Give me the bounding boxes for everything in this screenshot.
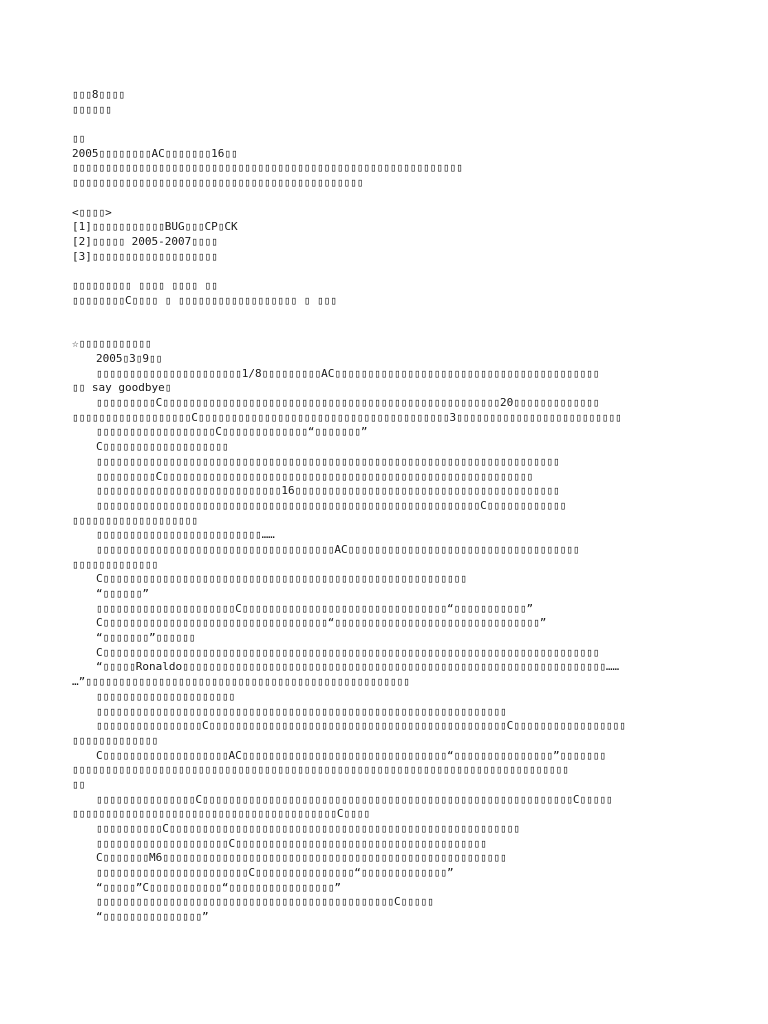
body-line: ▯▯▯▯▯▯▯▯▯▯▯▯▯▯▯▯▯▯▯▯▯▯▯▯▯▯▯▯▯▯▯▯▯▯▯▯▯▯▯▯▯▯▯▯▯C▯▯▯▯▯: [96, 895, 434, 909]
body-line: ▯▯▯▯▯▯▯▯▯▯▯▯▯▯▯▯▯▯▯▯▯▯▯▯▯▯▯▯▯▯▯▯▯▯▯▯▯▯▯▯▯▯▯▯▯▯▯▯▯▯▯▯▯▯▯▯▯▯▯▯▯▯▯▯▯▯▯▯▯▯: [96, 454, 560, 468]
body-line: C▯▯▯▯▯▯▯▯▯▯▯▯▯▯▯▯▯▯▯AC▯▯▯▯▯▯▯▯▯▯▯▯▯▯▯▯▯▯▯▯▯▯▯▯▯▯▯▯▯▯▯“▯▯▯▯▯▯▯▯▯▯▯▯▯▯▯”▯▯▯▯▯▯▯: [96, 748, 606, 762]
body-line: ▯▯▯▯▯▯▯▯▯C▯▯▯▯▯▯▯▯▯▯▯▯▯▯▯▯▯▯▯▯▯▯▯▯▯▯▯▯▯▯▯▯▯▯▯▯▯▯▯▯▯▯▯▯▯▯▯▯▯▯▯▯▯▯▯▯: [96, 469, 534, 483]
body-line: ▯▯▯▯▯▯▯▯▯▯▯▯▯▯▯▯▯▯▯▯▯▯▯▯▯▯▯▯16▯▯▯▯▯▯▯▯▯▯▯▯▯▯▯▯▯▯▯▯▯▯▯▯▯▯▯▯▯▯▯▯▯▯▯▯▯▯▯▯: [96, 484, 560, 498]
credits-line: ▯▯▯▯▯▯▯▯C▯▯▯▯ ▯ ▯▯▯▯▯▯▯▯▯▯▯▯▯▯▯▯▯▯ ▯ ▯▯▯: [72, 293, 337, 307]
intro-line: ▯▯▯▯▯▯▯▯▯▯▯▯▯▯▯▯▯▯▯▯▯▯▯▯▯▯▯▯▯▯▯▯▯▯▯▯▯▯▯▯▯▯▯▯: [72, 176, 364, 190]
body-line: ▯▯▯▯▯▯▯▯▯▯▯▯▯▯▯▯▯▯▯▯▯C▯▯▯▯▯▯▯▯▯▯▯▯▯▯▯▯▯▯▯▯▯▯▯▯▯▯▯▯▯▯▯“▯▯▯▯▯▯▯▯▯▯▯”: [96, 601, 534, 615]
document-page: [72, 88, 702, 925]
body-line: ▯▯▯▯▯▯▯▯▯▯▯▯▯▯▯▯▯▯▯▯▯: [96, 689, 236, 703]
note-item: [1]▯▯▯▯▯▯▯▯▯▯▯BUG▯▯▯CP▯CK: [72, 220, 238, 234]
body-line: ▯▯▯▯▯▯▯▯▯▯▯▯▯▯▯▯▯▯▯▯▯▯▯▯▯▯▯▯▯▯▯▯▯▯▯▯▯▯▯▯C▯▯▯▯: [72, 807, 371, 821]
spacer: [72, 191, 702, 206]
spacer: [72, 117, 702, 132]
body-line: ▯▯▯▯▯▯▯▯▯▯▯▯▯: [72, 733, 159, 747]
body-line: ▯▯▯▯▯▯▯▯▯▯▯▯▯▯▯▯▯▯▯▯▯▯▯▯▯▯▯▯▯▯▯▯▯▯▯▯▯▯▯▯▯▯▯▯▯▯▯▯▯▯▯▯▯▯▯▯▯▯▯▯▯▯: [96, 704, 507, 718]
body-line: ▯▯▯▯▯▯▯▯▯▯▯▯▯▯▯▯C▯▯▯▯▯▯▯▯▯▯▯▯▯▯▯▯▯▯▯▯▯▯▯▯▯▯▯▯▯▯▯▯▯▯▯▯▯▯▯▯▯▯▯▯▯C▯▯▯▯▯▯▯▯▯▯▯▯▯▯▯▯▯: [96, 719, 626, 733]
body-line: ▯▯▯▯▯▯▯▯▯▯▯▯▯▯▯▯▯▯▯▯▯▯▯C▯▯▯▯▯▯▯▯▯▯▯▯▯▯▯“▯▯▯▯▯▯▯▯▯▯▯▯▯”: [96, 866, 454, 880]
chapter-date: 2005▯3▯9▯▯: [96, 352, 163, 365]
body-line: ▯▯▯▯▯▯▯▯▯▯▯▯▯▯▯▯▯▯C▯▯▯▯▯▯▯▯▯▯▯▯▯▯▯▯▯▯▯▯▯▯▯▯▯▯▯▯▯▯▯▯▯▯▯▯▯▯3▯▯▯▯▯▯▯▯▯▯▯▯▯▯▯▯▯▯▯▯▯▯▯▯▯: [72, 410, 622, 424]
credits-line: ▯▯▯▯▯▯▯▯▯ ▯▯▯▯ ▯▯▯▯ ▯▯: [72, 278, 218, 292]
body-line: C▯▯▯▯▯▯▯▯▯▯▯▯▯▯▯▯▯▯▯▯▯▯▯▯▯▯▯▯▯▯▯▯▯▯▯▯▯▯▯▯▯▯▯▯▯▯▯▯▯▯▯▯▯▯▯▯▯▯▯▯▯▯▯▯▯▯▯▯▯▯▯▯▯▯▯: [96, 645, 600, 659]
body-line: ▯▯▯▯▯▯▯▯▯▯▯▯▯▯▯▯▯▯▯▯▯▯▯▯▯……: [96, 528, 275, 542]
body-line: “▯▯▯▯▯”C▯▯▯▯▯▯▯▯▯▯▯“▯▯▯▯▯▯▯▯▯▯▯▯▯▯▯▯”: [96, 880, 342, 894]
body-line: C▯▯▯▯▯▯▯M6▯▯▯▯▯▯▯▯▯▯▯▯▯▯▯▯▯▯▯▯▯▯▯▯▯▯▯▯▯▯▯▯▯▯▯▯▯▯▯▯▯▯▯▯▯▯▯▯▯▯▯▯: [96, 851, 507, 865]
body-line: ▯▯▯▯▯▯▯▯▯▯▯▯▯▯▯C▯▯▯▯▯▯▯▯▯▯▯▯▯▯▯▯▯▯▯▯▯▯▯▯▯▯▯▯▯▯▯▯▯▯▯▯▯▯▯▯▯▯▯▯▯▯▯▯▯▯▯▯▯▯▯▯C▯▯▯▯▯: [96, 792, 613, 806]
chapter-body: [72, 367, 702, 925]
spacer: [72, 308, 702, 337]
body-line: C▯▯▯▯▯▯▯▯▯▯▯▯▯▯▯▯▯▯▯▯▯▯▯▯▯▯▯▯▯▯▯▯▯▯▯▯▯▯▯▯▯▯▯▯▯▯▯▯▯▯▯▯▯▯▯: [96, 572, 467, 586]
body-line: “▯▯▯▯▯▯▯▯▯▯▯▯▯▯▯”: [96, 910, 209, 924]
chapter-title: ☆▯▯▯▯▯▯▯▯▯▯▯: [72, 337, 152, 351]
body-line: C▯▯▯▯▯▯▯▯▯▯▯▯▯▯▯▯▯▯▯▯▯▯▯▯▯▯▯▯▯▯▯▯▯▯“▯▯▯▯▯▯▯▯▯▯▯▯▯▯▯▯▯▯▯▯▯▯▯▯▯▯▯▯▯▯▯”: [96, 616, 547, 630]
note-item: [2]▯▯▯▯▯ 2005-2007▯▯▯▯: [72, 234, 218, 248]
header-line: ▯▯▯8▯▯▯▯: [72, 88, 125, 101]
body-line: “▯▯▯▯▯▯▯”▯▯▯▯▯▯: [96, 631, 196, 645]
body-line: ▯▯▯▯▯▯▯▯▯▯▯▯▯▯▯▯▯▯▯▯▯▯▯▯▯▯▯▯▯▯▯▯▯▯▯▯AC▯▯▯▯▯▯▯▯▯▯▯▯▯▯▯▯▯▯▯▯▯▯▯▯▯▯▯▯▯▯▯▯▯▯▯: [96, 542, 580, 556]
spacer: [72, 264, 702, 279]
notes-heading: <▯▯▯▯>: [72, 205, 112, 219]
body-line: ▯▯▯▯▯▯▯▯▯▯C▯▯▯▯▯▯▯▯▯▯▯▯▯▯▯▯▯▯▯▯▯▯▯▯▯▯▯▯▯▯▯▯▯▯▯▯▯▯▯▯▯▯▯▯▯▯▯▯▯▯▯▯▯: [96, 822, 520, 835]
body-line: ▯▯▯▯▯▯▯▯▯▯▯▯▯: [72, 557, 159, 571]
intro-line: 2005▯▯▯▯▯▯▯▯AC▯▯▯▯▯▯▯16▯▯: [72, 146, 238, 160]
note-item: [3]▯▯▯▯▯▯▯▯▯▯▯▯▯▯▯▯▯▯▯: [72, 249, 218, 263]
body-line: ▯▯▯▯▯▯▯▯▯▯▯▯▯▯▯▯▯▯C▯▯▯▯▯▯▯▯▯▯▯▯▯“▯▯▯▯▯▯▯”: [96, 425, 368, 439]
intro-label: ▯▯: [72, 132, 86, 146]
body-line: ▯▯▯▯▯▯▯▯▯▯▯▯▯▯▯▯▯▯▯▯C▯▯▯▯▯▯▯▯▯▯▯▯▯▯▯▯▯▯▯▯▯▯▯▯▯▯▯▯▯▯▯▯▯▯▯▯▯▯: [96, 836, 487, 850]
body-line: …”▯▯▯▯▯▯▯▯▯▯▯▯▯▯▯▯▯▯▯▯▯▯▯▯▯▯▯▯▯▯▯▯▯▯▯▯▯▯▯▯▯▯▯▯▯▯▯▯▯: [72, 675, 410, 689]
body-line: “▯▯▯▯▯Ronaldo▯▯▯▯▯▯▯▯▯▯▯▯▯▯▯▯▯▯▯▯▯▯▯▯▯▯▯▯▯▯▯▯▯▯▯▯▯▯▯▯▯▯▯▯▯▯▯▯▯▯▯▯▯▯▯▯▯▯▯▯▯▯▯▯……: [96, 660, 620, 674]
body-line: ▯▯▯▯▯▯▯▯▯▯▯▯▯▯▯▯▯▯▯▯▯▯▯▯▯▯▯▯▯▯▯▯▯▯▯▯▯▯▯▯▯▯▯▯▯▯▯▯▯▯▯▯▯▯▯▯▯▯C▯▯▯▯▯▯▯▯▯▯▯▯: [96, 498, 567, 512]
body-line: ▯▯▯▯▯▯▯▯▯▯▯▯▯▯▯▯▯▯▯▯▯▯▯▯▯▯▯▯▯▯▯▯▯▯▯▯▯▯▯▯▯▯▯▯▯▯▯▯▯▯▯▯▯▯▯▯▯▯▯▯▯▯▯▯▯▯▯▯▯▯▯▯▯▯▯: [72, 763, 569, 777]
header-line: ▯▯▯▯▯▯: [72, 102, 112, 116]
body-line: ▯▯: [72, 777, 86, 791]
body-line: ▯▯▯▯▯▯▯▯▯▯▯▯▯▯▯▯▯▯▯▯▯▯1/8▯▯▯▯▯▯▯▯▯AC▯▯▯▯▯▯▯▯▯▯▯▯▯▯▯▯▯▯▯▯▯▯▯▯▯▯▯▯▯▯▯▯▯▯▯▯▯▯▯▯: [96, 366, 600, 380]
body-line: C▯▯▯▯▯▯▯▯▯▯▯▯▯▯▯▯▯▯▯: [96, 440, 229, 454]
body-line: ▯▯▯▯▯▯▯▯▯▯▯▯▯▯▯▯▯▯▯: [72, 513, 198, 527]
body-line: ▯▯▯▯▯▯▯▯▯C▯▯▯▯▯▯▯▯▯▯▯▯▯▯▯▯▯▯▯▯▯▯▯▯▯▯▯▯▯▯▯▯▯▯▯▯▯▯▯▯▯▯▯▯▯▯▯▯▯▯▯20▯▯▯▯▯▯▯▯▯▯▯▯▯: [96, 396, 600, 410]
body-line: ▯▯ say goodbye▯: [72, 381, 172, 395]
intro-line: ▯▯▯▯▯▯▯▯▯▯▯▯▯▯▯▯▯▯▯▯▯▯▯▯▯▯▯▯▯▯▯▯▯▯▯▯▯▯▯▯▯▯▯▯▯▯▯▯▯▯▯▯▯▯▯▯▯▯▯: [72, 161, 463, 175]
body-line: “▯▯▯▯▯▯”: [96, 587, 149, 600]
